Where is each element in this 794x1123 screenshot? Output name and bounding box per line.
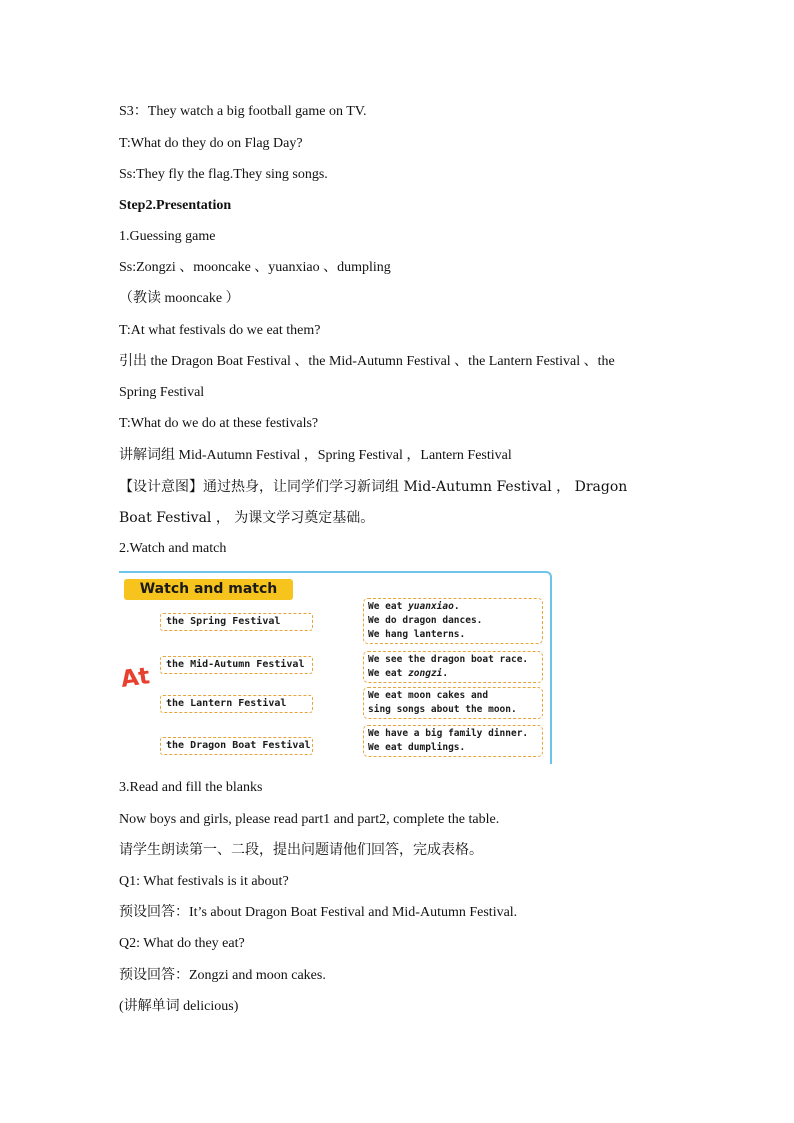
activity-word: zongzi xyxy=(408,668,443,679)
text-line: Q2: What do they eat? xyxy=(119,936,245,951)
text-line: T:What do we do at these festivals? xyxy=(119,416,319,431)
activity-text: sing songs about the moon. xyxy=(368,704,517,715)
text-line: T:What do they do on Flag Day? xyxy=(119,136,303,151)
text-line: Ss:Zongzi 、mooncake 、yuanxiao 、dumpling xyxy=(119,260,391,275)
watch-and-match-figure xyxy=(119,571,552,764)
activity-text: We hang lanterns. xyxy=(368,629,466,640)
activity-box xyxy=(363,725,543,757)
festival-label: the Mid-Autumn Festival xyxy=(160,656,313,674)
at-label: At xyxy=(119,663,152,693)
activity-text: We eat xyxy=(368,668,403,679)
activity-text: We see the dragon boat race. xyxy=(368,654,529,665)
design-intent-line: 【设计意图】通过热身，让同学们学习新词组 Mid-Autumn Festival ， Dragon xyxy=(119,479,628,495)
activity-box: We see the dragon boat race. We eat zongzi. xyxy=(363,651,543,683)
design-intent-line: Boat Festival ， 为课文学习奠定基础。 xyxy=(119,510,375,526)
text-line: 2.Watch and match xyxy=(119,541,227,556)
text-line: Q1: What festivals is it about? xyxy=(119,874,289,889)
activity-text: We eat moon cakes and xyxy=(368,690,489,701)
activity-word: yuanxiao xyxy=(408,601,454,612)
festival-label: the Lantern Festival xyxy=(160,695,313,713)
figure-title: Watch and match xyxy=(124,579,293,600)
text-line: T:At what festivals do we eat them? xyxy=(119,323,321,338)
text-line: 预设回答：It’s about Dragon Boat Festival and Mid-Autumn Festival. xyxy=(119,905,518,920)
text-line: 预设回答：Zongzi and moon cakes. xyxy=(119,968,326,983)
activity-text: We have a big family dinner. xyxy=(368,728,529,739)
text-line: 请学生朗读第一、二段，提出问题请他们回答，完成表格。 xyxy=(119,843,483,858)
activity-text: We do dragon dances. xyxy=(368,615,483,626)
text-line: Ss:They fly the flag.They sing songs. xyxy=(119,167,328,182)
text-line: 3.Read and fill the blanks xyxy=(119,780,263,795)
text-line: （教读 mooncake ） xyxy=(119,291,240,306)
section-heading: Step2.Presentation xyxy=(119,198,232,213)
activity-text: We eat dumplings. xyxy=(368,742,466,753)
activity-box: We eat yuanxiao. We do dragon dances. We hang lanterns. xyxy=(363,598,543,644)
text-line: 引出 the Dragon Boat Festival 、the Mid-Autumn Festival 、the Lantern Festival 、the xyxy=(119,354,615,369)
text-line: 讲解词组 Mid-Autumn Festival ，Spring Festival ，Lantern Festival xyxy=(119,448,512,463)
festival-label: the Dragon Boat Festival xyxy=(160,737,313,755)
festival-label: the Spring Festival xyxy=(160,613,313,631)
text-line: (讲解单词 delicious) xyxy=(119,999,239,1014)
text-line: Now boys and girls, please read part1 and part2, complete the table. xyxy=(119,812,500,827)
activity-text: We eat xyxy=(368,601,403,612)
activity-box xyxy=(363,687,543,719)
text-line: 1.Guessing game xyxy=(119,229,216,244)
text-line: S3：They watch a big football game on TV. xyxy=(119,104,367,119)
text-line: Spring Festival xyxy=(119,385,205,400)
